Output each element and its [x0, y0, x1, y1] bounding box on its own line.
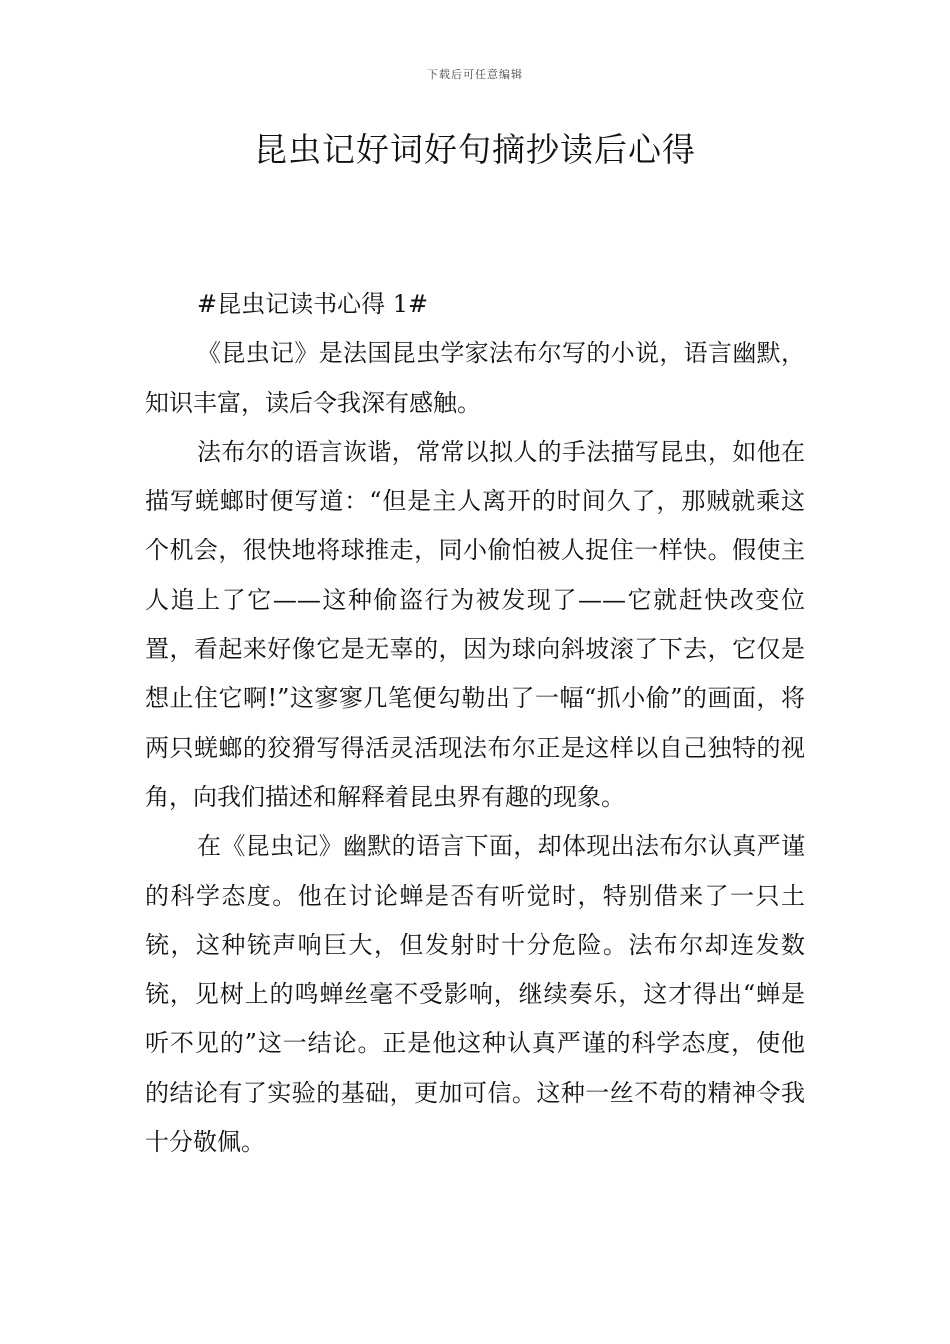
header-note: 下载后可任意编辑: [427, 68, 523, 81]
section-heading: #昆虫记读书心得 1#: [197, 290, 429, 318]
document-title: 昆虫记好词好句摘抄读后心得: [254, 130, 696, 169]
paragraph-1: 《昆虫记》是法国昆虫学家法布尔写的小说，语言幽默，知识丰富，读后令我深有感触。: [145, 339, 805, 417]
paragraph-2: 法布尔的语言诙谐，常常以拟人的手法描写昆虫，如他在描写蜣螂时便写道：“但是主人离开的时间久了，那贼就乘这个机会，很快地将球推走，同小偷怕被人捉住一样快。假使主人追上了它——这种偷盗行为被发现了——它就赶快改变位置，看起来好像它是无辜的，因为球向斜坡滚了下去，它仅是想止住它啊!”这寥寥几笔便勾勒出了一幅“抓小偷”的画面，将两只蜣螂的狡猾写得活灵活现法布尔正是这样以自己独特的视角，向我们描述和解释着昆虫界有趣的现象。: [145, 437, 805, 811]
document-body: [145, 280, 805, 1167]
paragraph-3: 在《昆虫记》幽默的语言下面，却体现出法布尔认真严谨的科学态度。他在讨论蝉是否有听觉时，特别借来了一只土铳，这种铳声响巨大，但发射时十分危险。法布尔却连发数铳，见树上的鸣蝉丝毫不受影响，继续奏乐，这才得出“蝉是听不见的”这一结论。正是他这种认真严谨的科学态度，使他的结论有了实验的基础，更加可信。这种一丝不苟的精神令我十分敬佩。: [145, 832, 805, 1157]
